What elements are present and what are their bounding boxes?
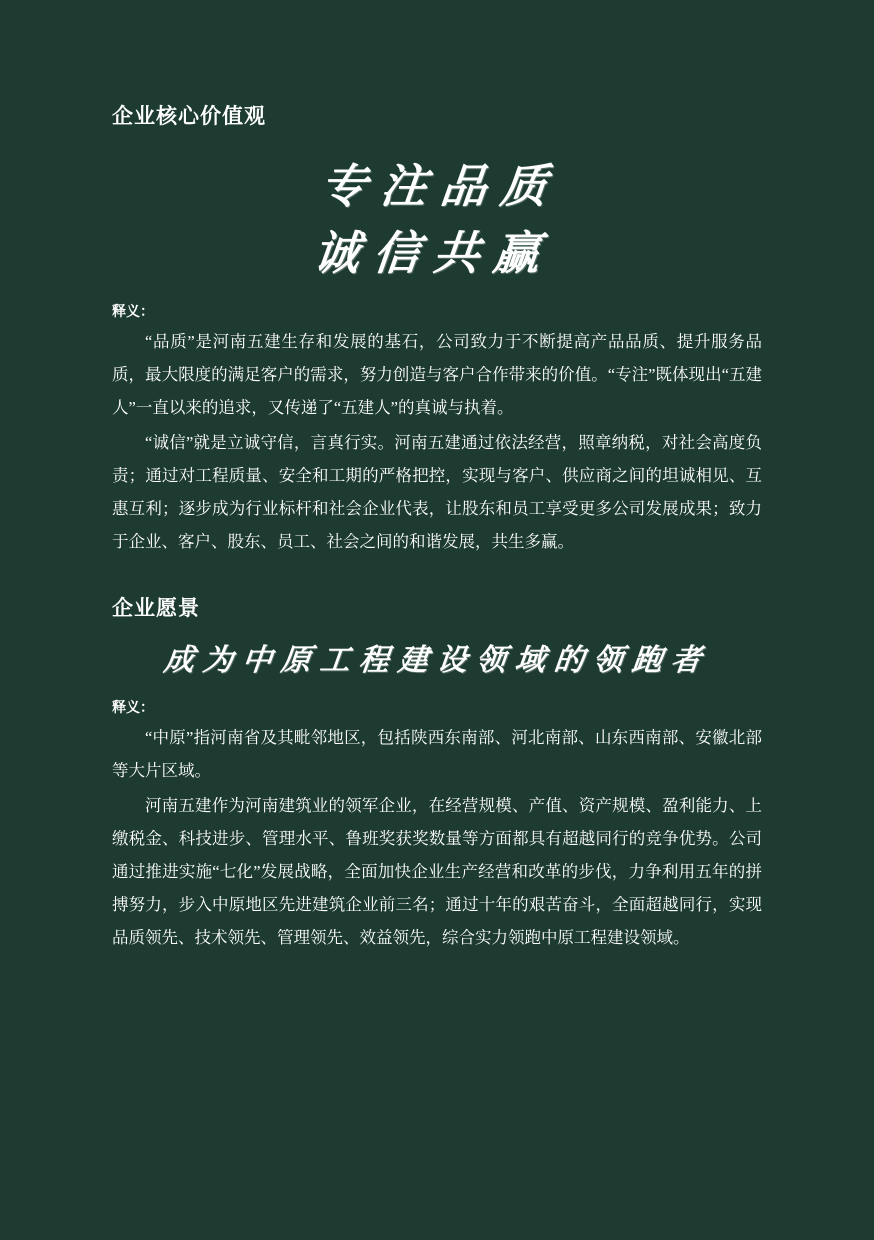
vision-paragraph-2: 河南五建作为河南建筑业的领军企业，在经营规模、产值、资产规模、盈利能力、上缴税金、科技进步、管理水平、鲁班奖获奖数量等方面都具有超越同行的竞争优势。公司通过推进实施“七化”发展战略，全面加快企业生产经营和改革的步伐，力争利用五年的拼搏努力，步入中原地区先进建筑企业前三名；通过十年的艰苦奋斗，全面超越同行，实现品质领先、技术领先、管理领先、效益领先，综合实力领跑中原工程建设领域。 [112,796,762,948]
document-content [112,100,762,956]
core-values-slogan-line-1: 专注品质 [317,161,564,212]
core-values-explanation-label: 释义： [112,303,154,320]
vision-paragraph-1: “中原”指河南省及其毗邻地区，包括陕西东南部、河北南部、山东西南部、安徽北部等大片区域。 [112,728,762,781]
core-values-slogan [105,154,769,287]
core-values-slogan-line-2: 诚信共赢 [310,227,557,279]
section-vision [112,592,762,954]
vision-explanation-label: 释义： [112,699,154,716]
section-heading-vision: 企业愿景 [112,597,200,621]
vision-slogan [110,638,765,683]
core-values-paragraph-2: “诚信”就是立诚守信，言真行实。河南五建通过依法经营，照章纳税，对社会高度负责；通过对工程质量、安全和工期的严格把控，实现与客户、供应商之间的坦诚相见、互惠互利；逐步成为行业标杆和社会企业代表，让股东和员工享受更多公司发展成果；致力于企业、客户、股东、员工、社会之间的和谐发展，共生多赢。 [112,433,762,552]
vision-slogan-line-1: 成为中原工程建设领域的领跑者 [162,644,712,678]
section-heading-core-values: 企业核心价值观 [112,105,266,128]
section-core-values [112,100,762,558]
core-values-paragraph-1: “品质”是河南五建生存和发展的基石，公司致力于不断提高产品品质、提升服务品质，最大限度的满足客户的需求，努力创造与客户合作带来的价值。“专注”既体现出“五建人”一直以来的追求，又传递了“五建人”的真诚与执着。 [112,332,762,418]
